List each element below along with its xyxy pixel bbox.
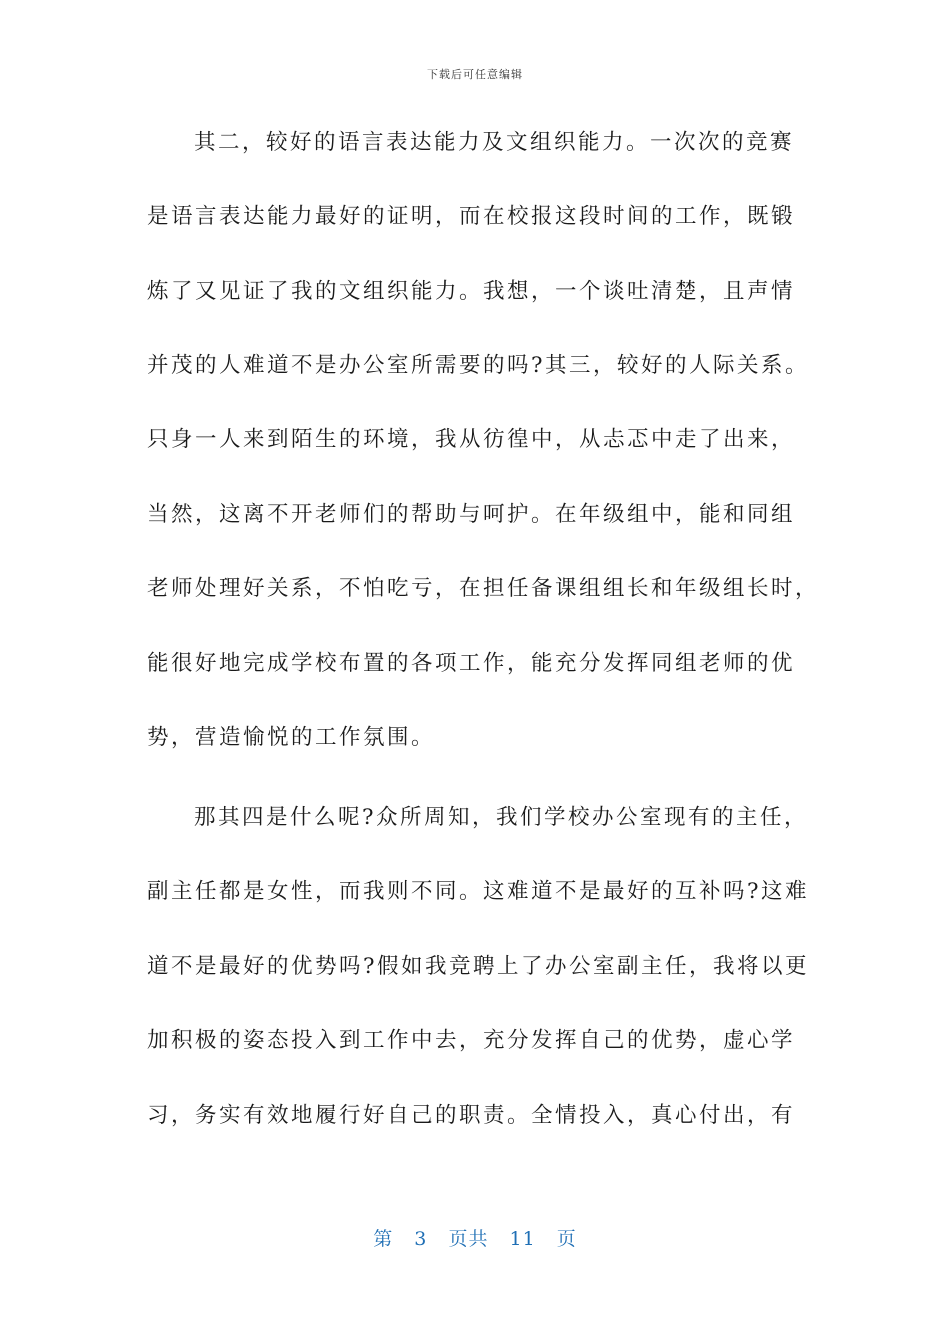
paragraph-1-line-1: 其二，较好的语言表达能力及文组织能力。一次次的竞赛	[194, 130, 795, 155]
paragraph-2-line-2: 副主任都是女性，而我则不同。这难道不是最好的互补吗?这难	[147, 879, 810, 904]
paragraph-1-line-7: 老师处理好关系，不怕吃亏，在担任备课组组长和年级组长时，	[147, 576, 820, 601]
page-footer	[0, 1224, 950, 1251]
paragraph-2-line-5: 习，务实有效地履行好自己的职责。全情投入，真心付出，有	[147, 1103, 796, 1128]
page-label-suffix: 页	[556, 1228, 577, 1250]
paragraph-2-line-4: 加积极的姿态投入到工作中去，充分发挥自己的优势，虚心学	[147, 1028, 796, 1053]
paragraph-1-line-6: 当然，这离不开老师们的帮助与呵护。在年级组中，能和同组	[147, 502, 796, 527]
page-label-middle: 页共	[448, 1228, 489, 1250]
paragraph-1-line-4: 并茂的人难道不是办公室所需要的吗?其三，较好的人际关系。	[147, 353, 810, 378]
current-page-number: 3	[414, 1228, 428, 1250]
total-pages-number: 11	[509, 1228, 536, 1250]
page-label-prefix: 第	[373, 1228, 394, 1250]
paragraph-1-line-9: 势，营造愉悦的工作氛围。	[147, 725, 436, 750]
paragraph-2-line-1: 那其四是什么呢?众所周知，我们学校办公室现有的主任，	[194, 805, 809, 830]
paragraph-1-line-8: 能很好地完成学校布置的各项工作，能充分发挥同组老师的优	[147, 651, 796, 676]
page-header: 下载后可任意编辑	[427, 68, 523, 81]
paragraph-1-line-3: 炼了又见证了我的文组织能力。我想，一个谈吐清楚，且声情	[147, 279, 796, 304]
paragraph-1-line-2: 是语言表达能力最好的证明，而在校报这段时间的工作，既锻	[147, 204, 796, 229]
paragraph-2-line-3: 道不是最好的优势吗?假如我竞聘上了办公室副主任，我将以更	[147, 954, 810, 979]
paragraph-1-line-5: 只身一人来到陌生的环境，我从彷徨中，从忐忑中走了出来，	[147, 427, 796, 452]
